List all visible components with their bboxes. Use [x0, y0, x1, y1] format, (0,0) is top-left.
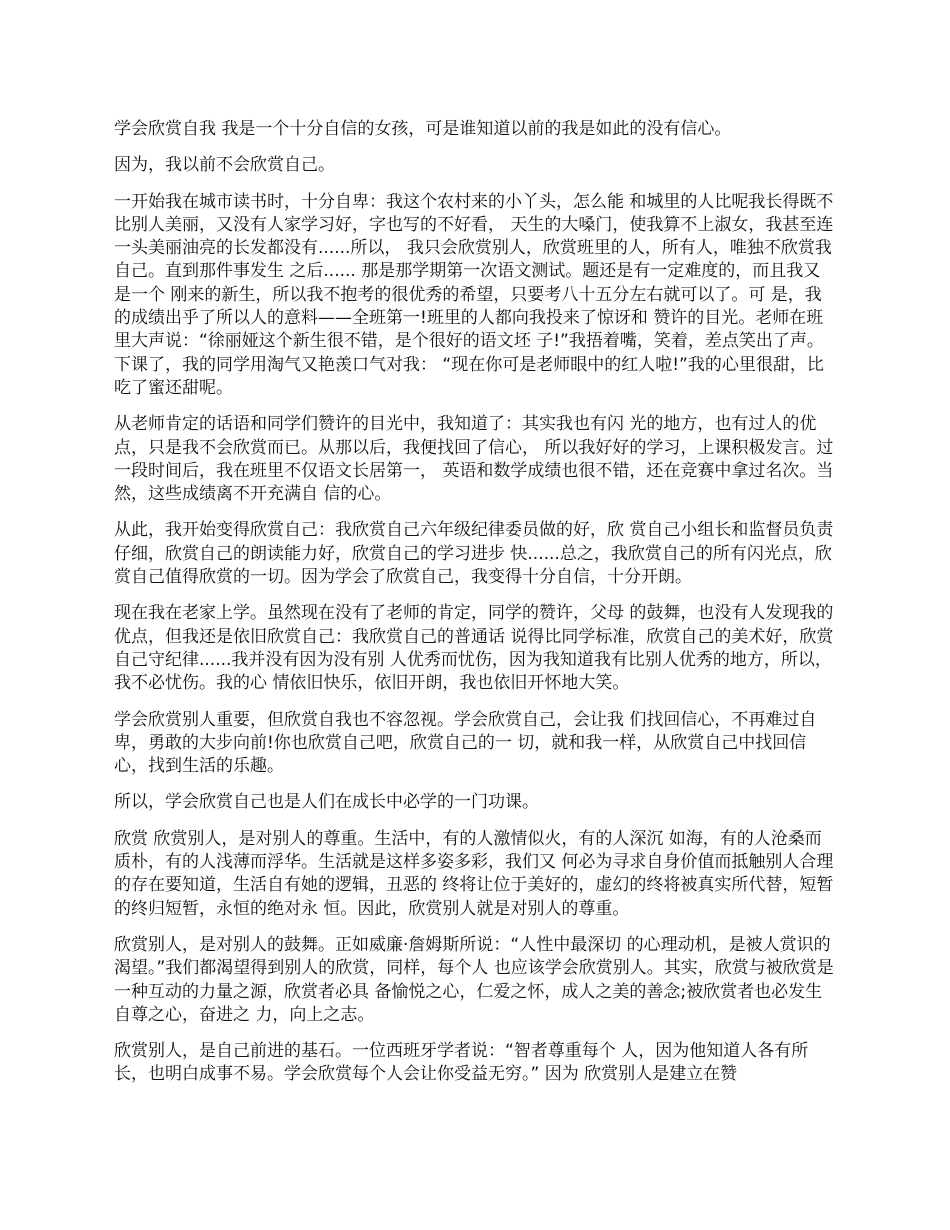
paragraph: 欣赏别人，是自己前进的基石。一位西班牙学者说：“智者尊重每个 人，因为他知道人各有所长，也明白成事不易。学会欣赏每个人会让你受益无穷。” 因为 欣赏别人是建立在赞 — [114, 1041, 809, 1085]
document-body — [114, 118, 834, 1100]
paragraph: 现在我在老家上学。虽然现在没有了老师的肯定，同学的赞许，父母 的鼓舞，也没有人发现我的优点，但我还是依旧欣赏自己：我欣赏自己的普通话 说得比同学标准，欣赏自己的美术好，欣赏自己守纪律......我并没有因为没有别 人优秀而忧伤，因为我知道我有比别人优秀的地方，所以，我不必忧伤。我的心 情依旧快乐，依旧开朗，我也依旧开怀地大笑。 — [114, 603, 834, 694]
paragraph: 学会欣赏别人重要，但欣赏自我也不容忽视。学会欣赏自己，会让我 们找回信心，不再难过自卑，勇敢的大步向前!你也欣赏自己吧，欣赏自己的一 切，就和我一样，从欣赏自己中找回信心，找到生活的乐趣。 — [114, 709, 817, 777]
paragraph: 欣赏别人，是对别人的鼓舞。正如威廉·詹姆斯所说：“人性中最深切 的心理动机，是被人赏识的渴望。”我们都渴望得到别人的欣赏，同样，每个人 也应该学会欣赏别人。其实，欣赏与被欣赏是一种互动的力量之源，欣赏者必具 备愉悦之心，仁爱之怀，成人之美的善念;被欣赏者也必发生自尊之心，奋进之 力，向上之志。 — [114, 934, 834, 1025]
paragraph: 一开始我在城市读书时，十分自卑：我这个农村来的小丫头，怎么能 和城里的人比呢我长得既不比别人美丽，又没有人家学习好，字也写的不好看， 天生的大嗓门，使我算不上淑女，我甚至连一头美丽油亮的长发都没有......所以， 我只会欣赏别人，欣赏班里的人，所有人，唯独不欣赏我自己。直到那件事发生 之后...... 那是那学期第一次语文测试。题还是有一定难度的，而且我又是一个 刚来的新生，所以我不抱考的很优秀的希望，只要考八十五分左右就可以了。可 是，我的成绩出乎了所以人的意料——全班第一!班里的人都向我投来了惊讶和 赞许的目光。老师在班里大声说：“徐丽娅这个新生很不错，是个很好的语文坯 子!”我捂着嘴，笑着，差点笑出了声。下课了，我的同学用淘气又艳羡口气对我： “现在你可是老师眼中的红人啦!”我的心里很甜，比吃了蜜还甜呢。 — [114, 191, 834, 398]
paragraph: 因为，我以前不会欣赏自己。 — [114, 155, 335, 176]
paragraph: 学会欣赏自我 我是一个十分自信的女孩，可是谁知道以前的我是如此的没有信心。 — [114, 119, 732, 139]
paragraph: 所以，学会欣赏自己也是人们在成长中必学的一门功课。 — [114, 792, 539, 813]
paragraph: 欣赏 欣赏别人，是对别人的尊重。生活中，有的人激情似火，有的人深沉 如海，有的人沧桑而质朴，有的人浅薄而浮华。生活就是这样多姿多彩，我们又 何必为寻求自身价值而抵触别人合理的存在要知道，生活自有她的逻辑，丑恶的 终将让位于美好的，虚幻的终将被真实所代替，短暂的终归短暂，永恒的绝对永 恒。因此，欣赏别人就是对别人的尊重。 — [114, 828, 834, 919]
paragraph: 从此，我开始变得欣赏自己：我欣赏自己六年级纪律委员做的好，欣 赏自己小组长和监督员负责仔细，欣赏自己的朗读能力好，欣赏自己的学习进步 快......总之，我欣赏自己的所有闪光点，欣赏自己值得欣赏的一切。因为学会了欣赏自己，我变得十分自信，十分开朗。 — [114, 520, 834, 588]
paragraph: 从老师肯定的话语和同学们赞许的目光中，我知道了：其实我也有闪 光的地方，也有过人的优点，只是我不会欣赏而已。从那以后，我便找回了信心， 所以我好好的学习，上课积极发言。过一段时间后，我在班里不仅语文长居第一， 英语和数学成绩也很不错，还在竞赛中拿过名次。当然，这些成绩离不开充满自 信的心。 — [114, 414, 834, 505]
